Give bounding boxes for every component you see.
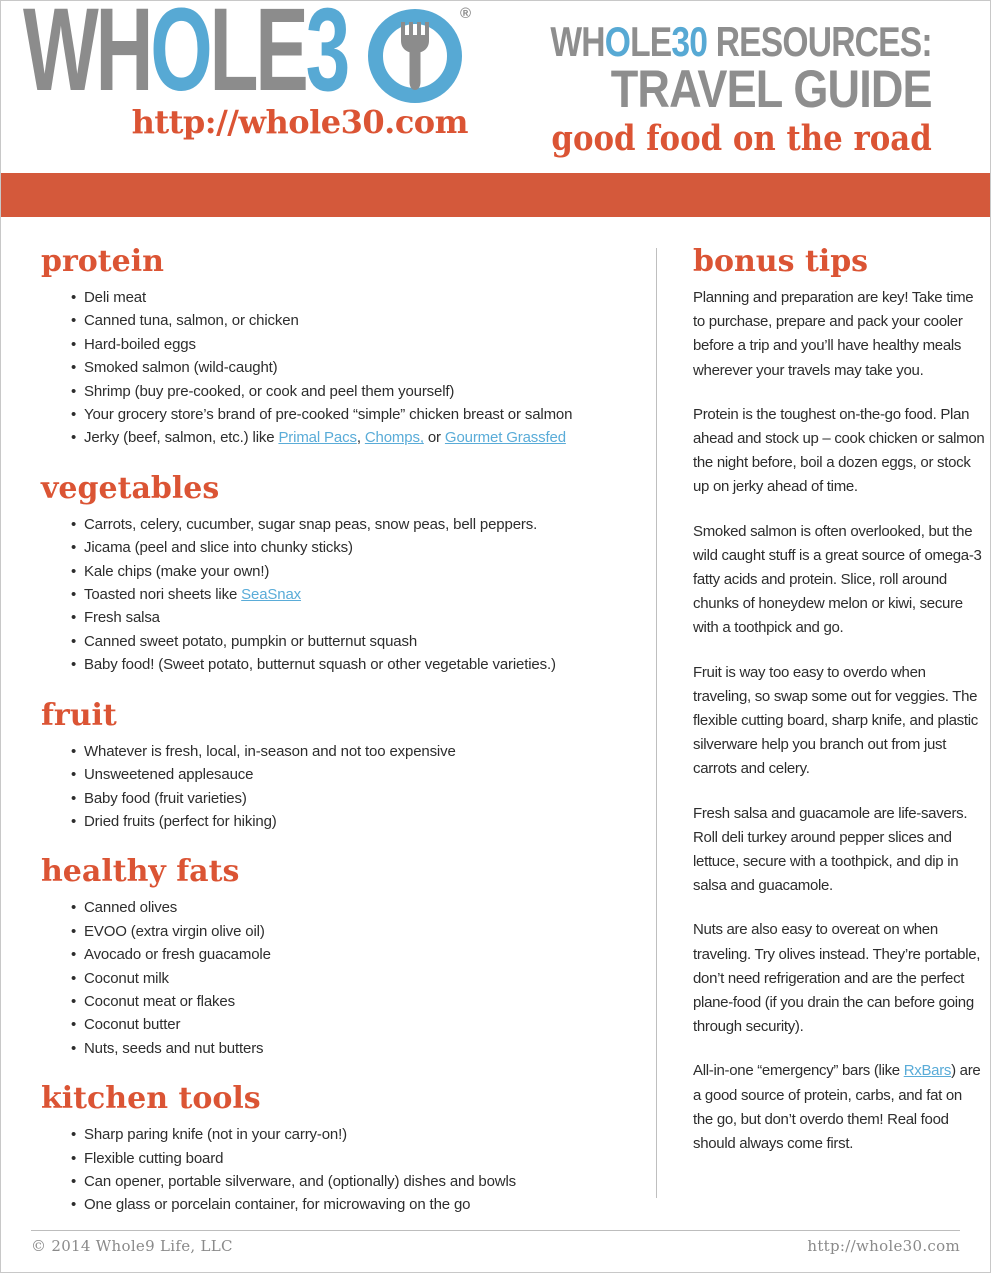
list-item: • EVOO (extra virgin olive oil) <box>84 920 631 943</box>
bonus-paragraph: All-in-one “emergency” bars (like RxBars) are a good source of protein, carbs, and fat on the go, but don’t overdo them! Real food should always come first. <box>693 1062 981 1153</box>
logo-zero-ring <box>368 9 462 103</box>
list-item: • Coconut milk <box>84 967 631 990</box>
wordmark-part: LE <box>209 0 306 116</box>
title-block <box>455 18 932 161</box>
food-section <box>41 244 631 450</box>
header <box>1 1 990 173</box>
list-item: • Shrimp (buy pre-cooked, or cook and peel them yourself) <box>84 380 631 403</box>
section-heading: healthy fats <box>41 854 240 890</box>
footer-url: http://whole30.com <box>807 1237 960 1255</box>
logo-wordmark-row <box>23 0 472 116</box>
list-item: • Deli meat <box>84 286 631 309</box>
list-item: • Jicama (peel and slice into chunky sticks) <box>84 536 631 559</box>
list-item: • Your grocery store’s brand of pre-cooked “simple” chicken breast or salmon <box>84 403 631 426</box>
wordmark-part: 3 <box>305 0 348 116</box>
column-divider <box>656 248 657 1198</box>
main-content <box>1 217 990 1217</box>
bonus-heading: bonus tips <box>693 244 869 279</box>
wordmark-part: WH <box>550 18 605 65</box>
section-list <box>41 513 631 677</box>
list-item: • One glass or porcelain container, for microwaving on the go <box>84 1193 631 1216</box>
list-item: • Baby food! (Sweet potato, butternut squash or other vegetable varieties.) <box>84 653 631 676</box>
wordmark-part: RESOURCES: <box>707 18 932 65</box>
list-item: • Canned sweet potato, pumpkin or butternut squash <box>84 630 631 653</box>
section-list <box>41 896 631 1060</box>
list-item: • Nuts, seeds and nut butters <box>84 1037 631 1060</box>
list-item: • Canned tuna, salmon, or chicken <box>84 309 631 332</box>
bonus-paragraph: Nuts are also easy to overeat on when traveling. Try olives instead. They’re portable, don’t need refrigeration and are the perfect plane-food (if you drain the can before going through security). <box>693 921 981 1036</box>
inline-link[interactable]: SeaSnax <box>241 586 302 604</box>
list-item: • Toasted nori sheets like SeaSnax <box>84 583 631 606</box>
whole30-logo <box>23 0 472 141</box>
wordmark-part: 30 <box>671 18 708 65</box>
bonus-paragraph: Smoked salmon is often overlooked, but the wild caught stuff is a great source of omega-3 fatty acids and protein. Slice, roll around chunks of honeydew melon or kiwi, secure with a toothpick and go. <box>693 522 982 637</box>
bonus-paragraph: Fruit is way too easy to overdo when traveling, so swap some out for veggies. The flexible cutting board, sharp knife, and plastic silverware help you branch out from just carrots and celery. <box>693 663 978 778</box>
food-section <box>41 471 631 677</box>
list-item: • Flexible cutting board <box>84 1147 631 1170</box>
orange-band <box>1 173 990 217</box>
left-column <box>41 244 631 1238</box>
food-section <box>41 854 631 1060</box>
section-heading: vegetables <box>41 470 220 506</box>
inline-link[interactable]: Primal Pacs <box>278 429 357 447</box>
list-item: • Baby food (fruit varieties) <box>84 787 631 810</box>
bonus-paragraph: Planning and preparation are key! Take time to purchase, prepare and pack your cooler before a trip and you’ll have healthy meals wherever your travels may take you. <box>693 289 974 379</box>
section-list <box>41 286 631 450</box>
list-item: • Can opener, portable silverware, and (optionally) dishes and bowls <box>84 1170 631 1193</box>
bonus-paragraphs <box>693 286 985 1156</box>
wordmark-part: O <box>150 0 210 116</box>
bonus-paragraph: Protein is the toughest on-the-go food. Plan ahead and stock up – cook chicken or salmon the night before, boil a dozen eggs, or stock up on jerky ahead of time. <box>693 405 985 496</box>
list-item: • Jerky (beef, salmon, etc.) like Primal Pacs, Chomps, or Gourmet Grassfed <box>84 426 631 449</box>
section-list <box>41 740 631 834</box>
list-item: • Hard-boiled eggs <box>84 333 631 356</box>
inline-link[interactable]: Gourmet Grassfed <box>444 429 566 447</box>
bonus-paragraph: Fresh salsa and guacamole are life-savers. Roll deli turkey around pepper slices and lettuce, secure with a toothpick, and dip in salsa and guacamole. <box>693 804 968 895</box>
bonus-column <box>693 244 985 1176</box>
registered-mark-icon: ® <box>460 5 472 22</box>
section-heading: fruit <box>41 697 117 733</box>
fork-icon <box>397 22 434 90</box>
list-item: • Fresh salsa <box>84 606 631 629</box>
logo-wordmark <box>23 0 348 116</box>
food-section <box>41 1081 631 1217</box>
logo-url: http://whole30.com <box>131 103 468 141</box>
list-item: • Coconut meat or flakes <box>84 990 631 1013</box>
list-item: • Dried fruits (perfect for hiking) <box>84 810 631 833</box>
section-heading: kitchen tools <box>41 1081 261 1117</box>
wordmark-part: WH <box>23 0 151 116</box>
travel-guide-title: TRAVEL GUIDE <box>610 60 932 119</box>
tagline: good food on the road <box>551 118 932 159</box>
list-item: • Kale chips (make your own!) <box>84 560 631 583</box>
list-item: • Coconut butter <box>84 1013 631 1036</box>
list-item: • Avocado or fresh guacamole <box>84 943 631 966</box>
list-item: • Smoked salmon (wild-caught) <box>84 356 631 379</box>
wordmark-part: LE <box>630 18 672 65</box>
section-heading: protein <box>41 244 164 279</box>
resources-title <box>550 18 932 65</box>
list-item: • Canned olives <box>84 896 631 919</box>
list-item: • Whatever is fresh, local, in-season and not too expensive <box>84 740 631 763</box>
inline-link[interactable]: Chomps, <box>364 429 424 447</box>
section-list <box>41 1123 631 1217</box>
wordmark-part: O <box>604 18 631 65</box>
food-section <box>41 698 631 834</box>
footer <box>31 1230 960 1258</box>
inline-link[interactable]: RxBars <box>903 1062 952 1080</box>
copyright-text: © 2014 Whole9 Life, LLC <box>31 1237 233 1255</box>
list-item: • Unsweetened applesauce <box>84 763 631 786</box>
list-item: • Sharp paring knife (not in your carry-on!) <box>84 1123 631 1146</box>
list-item: • Carrots, celery, cucumber, sugar snap peas, snow peas, bell peppers. <box>84 513 631 536</box>
